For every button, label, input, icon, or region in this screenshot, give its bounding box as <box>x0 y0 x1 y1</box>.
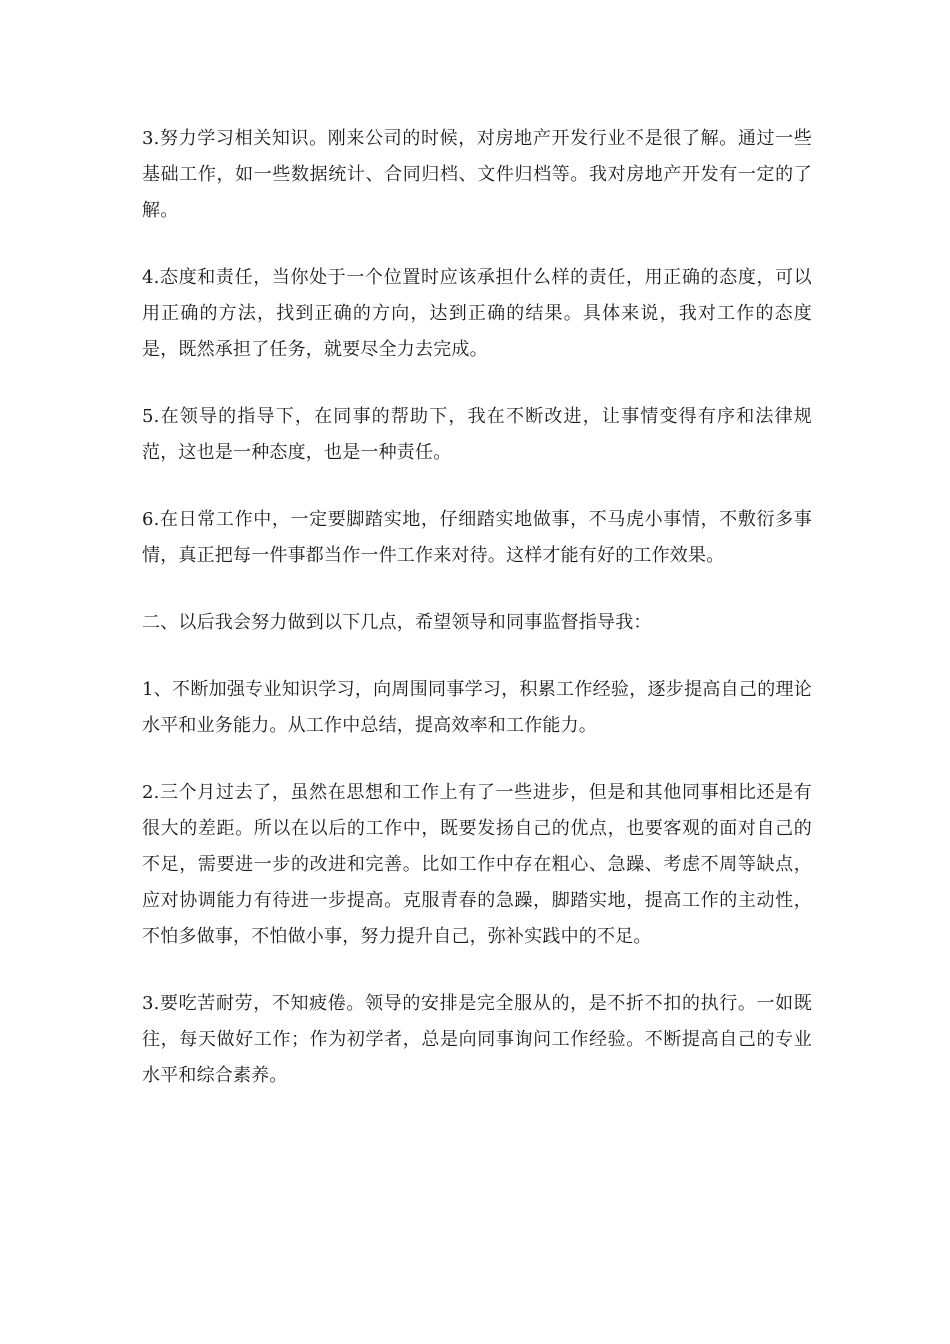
paragraph-item-5-guidance: 5.在领导的指导下，在同事的帮助下，我在不断改进，让事情变得有序和法律规范，这也是一种态度，也是一种责任。 <box>142 406 812 463</box>
paragraph-plan-2: 2.三个月过去了，虽然在思想和工作上有了一些进步，但是和其他同事相比还是有很大的差距。所以在以后的工作中，既要发扬自己的优点，也要客观的面对自己的不足，需要进一步的改进和完善。比如工作中存在粗心、急躁、考虑不周等缺点，应对协调能力有待进一步提高。克服青春的急躁，脚踏实地，提高工作的主动性，不怕多做事，不怕做小事，努力提升自己，弥补实践中的不足。 <box>142 782 812 947</box>
section-heading-future-plans: 二、以后我会努力做到以下几点，希望领导和同事监督指导我： <box>142 612 652 633</box>
paragraph-item-4-attitude: 4.态度和责任，当你处于一个位置时应该承担什么样的责任，用正确的态度，可以用正确的方法，找到正确的方向，达到正确的结果。具体来说，我对工作的态度是，既然承担了任务，就要尽全力去完成。 <box>142 267 812 360</box>
paragraph-plan-1: 1、不断加强专业知识学习，向周围同事学习，积累工作经验，逐步提高自己的理论水平和业务能力。从工作中总结，提高效率和工作能力。 <box>142 679 812 736</box>
paragraph-plan-3: 3.要吃苦耐劳，不知疲倦。领导的安排是完全服从的，是不折不扣的执行。一如既往，每天做好工作；作为初学者，总是向同事询问工作经验。不断提高自己的专业水平和综合素养。 <box>142 993 812 1086</box>
document-body <box>142 121 812 1125</box>
paragraph-item-6-daily-work: 6.在日常工作中，一定要脚踏实地，仔细踏实地做事，不马虎小事情，不敷衍多事情，真正把每一件事都当作一件工作来对待。这样才能有好的工作效果。 <box>142 509 812 566</box>
paragraph-item-3-learning: 3.努力学习相关知识。刚来公司的时候，对房地产开发行业不是很了解。通过一些基础工作，如一些数据统计、合同归档、文件归档等。我对房地产开发有一定的了解。 <box>142 128 812 221</box>
